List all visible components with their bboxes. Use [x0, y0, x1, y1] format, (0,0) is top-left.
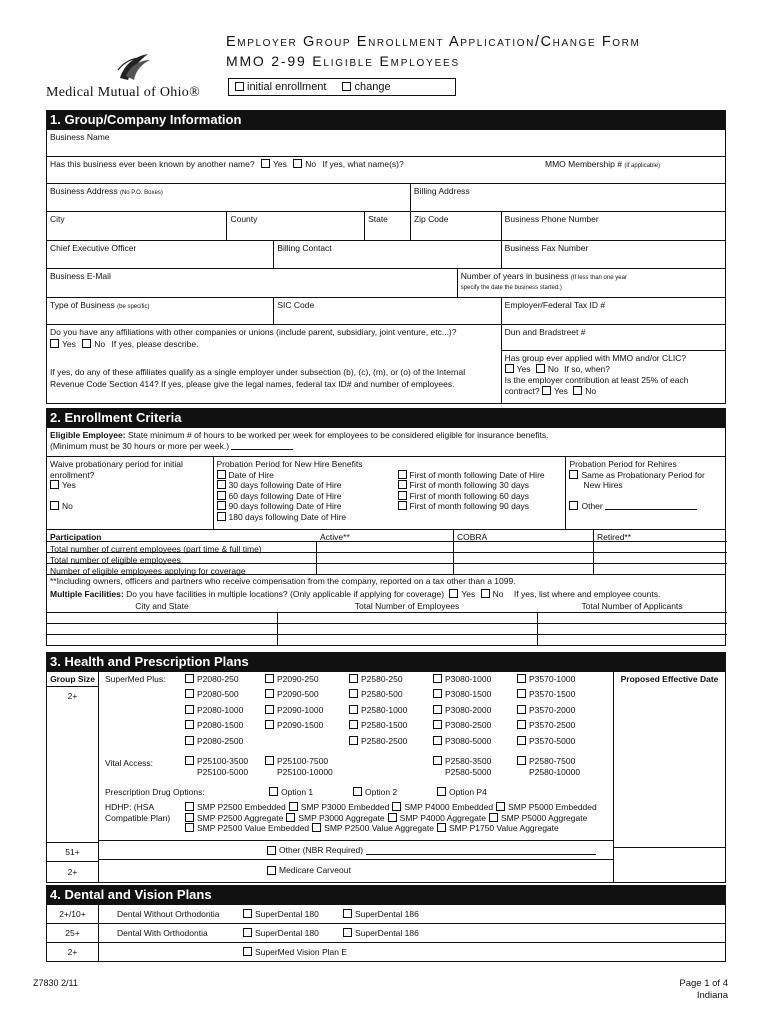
waive-probation: Waive probationary period for initial enrollment? Yes No [50, 459, 183, 511]
plan-option[interactable]: P3570-1000 [517, 674, 601, 686]
section-2-body [46, 428, 726, 646]
checkbox-icon[interactable] [437, 823, 446, 832]
checkbox-icon[interactable] [261, 159, 270, 168]
plans-column: SuperMed Plus: P2080-250 P2090-250 P2580-250 P3080-1000 P3570-1000 P2080-500 P2090-500 P2580-500 P3080-1500 P3570-1500 P2080-1000 P2090-1000 P2580-1000 P3080-2000 P3570-2000 P2080-1500 P2090-1500 P2580-1500 P3080-2500 P3570-2500 P2080-2500 P2580-2500 P3080-5000 P3570-5000 Vital Access: P25100-3500 P25100-7500 P2580-3500 P2580-7500 P25100-5000 P25100-10000 P2580-5000 P2580-10000 Prescription Drug Options: Option 1 Option 2 Option P4 HDHP: (HSA Compatible Plan) SMP P2500 Embedded SMP P3000 Embedded SMP P4000 Embedded SMP P5000 Embedded SMP P2500 Aggregate SMP P3000 Aggregate SMP P4000 Aggregate SMP P5000 Aggregate SMP P2500 Value Embedded SMP P2500 Value Aggregate SMP P1750 Value Aggregate Other (NBR Required) Medicare Carveout [99, 672, 614, 882]
checkbox-icon[interactable] [217, 512, 226, 521]
plan-option[interactable]: P2090-1000 [265, 705, 349, 717]
vital-access-option[interactable]: P2580-10000 [529, 767, 581, 777]
hdhp-row [185, 823, 600, 834]
plan-option[interactable]: P2580-2500 [349, 736, 433, 748]
hdhp-row [185, 813, 600, 824]
dun-bradstreet-field[interactable]: Dun and Bradstreet # [502, 325, 725, 351]
first-of-month-option[interactable]: First of month following 60 days [398, 491, 545, 502]
checkbox-icon[interactable] [185, 736, 194, 745]
vital-access-option[interactable]: P25100-7500 [265, 756, 349, 766]
dental-option[interactable]: SuperDental 180 [243, 928, 343, 938]
owners-note: **Including owners, officers and partners who receive compensation from the company, reported on a tax other than a 1099. [47, 574, 725, 588]
participation-count-cell[interactable] [317, 541, 453, 552]
participation-count-cell[interactable] [593, 541, 727, 552]
checkbox-icon[interactable] [481, 589, 490, 598]
plan-option[interactable]: P2080-500 [185, 689, 265, 701]
checkbox-icon[interactable] [243, 947, 252, 956]
hdhp-option[interactable]: SMP P4000 Embedded [392, 802, 493, 812]
ceo-field[interactable]: Chief Executive Officer [50, 243, 137, 253]
applied-question: Has group ever applied with MMO and/or CLIC? Yes No If so, when? Is the employer contribution at least 25% of each contract? Yes No [504, 353, 689, 396]
plan-option[interactable]: P2580-1500 [349, 720, 433, 732]
hdhp-option[interactable]: SMP P2500 Aggregate [185, 813, 283, 823]
facility-cell[interactable] [277, 634, 537, 645]
checkbox-icon[interactable] [286, 813, 295, 822]
checkbox-icon[interactable] [392, 802, 401, 811]
facility-cell[interactable] [47, 634, 277, 645]
checkbox-icon[interactable] [243, 909, 252, 918]
first-of-month-option[interactable]: First of month following 90 days [398, 501, 545, 512]
hdhp-option[interactable]: SMP P3000 Embedded [289, 802, 390, 812]
hdhp-option[interactable]: SMP P5000 Embedded [496, 802, 597, 812]
vital-access-option[interactable]: P25100-3500 [185, 756, 265, 766]
checkbox-icon[interactable] [269, 787, 278, 796]
participation-table: Participation Active** COBRA Retired** Total number of current employees (part time & full time) Total number of eligible employees Number of eligible employees applying for coverage [47, 529, 725, 574]
plan-option[interactable]: P2090-250 [265, 674, 349, 686]
checkbox-icon[interactable] [185, 813, 194, 822]
facilities-table [47, 612, 725, 645]
checkbox-icon[interactable] [433, 736, 442, 745]
dental-option[interactable]: SuperMed Vision Plan E [243, 947, 343, 957]
vital-access-option[interactable]: P25100-10000 [277, 767, 333, 777]
first-of-month-options [398, 470, 545, 512]
checkbox-icon[interactable] [293, 159, 302, 168]
checkbox-icon[interactable] [349, 689, 358, 698]
hdhp-options: HDHP: (HSA Compatible Plan) SMP P2500 Embedded SMP P3000 Embedded SMP P4000 Embedded SMP P5000 Embedded SMP P2500 Aggregate SMP P3000 Aggregate SMP P4000 Aggregate SMP P5000 Aggregate SMP P2500 Value Embedded SMP P2500 Value Aggregate SMP P1750 Value Aggregate [99, 800, 613, 840]
plan-option[interactable]: P3080-2500 [433, 720, 517, 732]
facility-cell[interactable] [277, 612, 537, 623]
dental-group-size: 2+/10+ [47, 905, 99, 923]
page-info: Page 1 of 4 Indiana [679, 978, 728, 1001]
checkbox-icon[interactable] [437, 787, 446, 796]
checkbox-icon[interactable] [185, 756, 194, 765]
new-hire-probation: Probation Period for New Hire Benefits Date of Hire 30 days following Date of Hire 60 days following Date of Hire 90 days following Date of Hire 180 days following Date of Hire First of month following Date of Hire First of month following 30 days First of month following 60 days First of month following 90 days [213, 457, 566, 529]
checkbox-icon[interactable] [289, 802, 298, 811]
medicare-option: Medicare Carveout [99, 859, 613, 880]
dental-option[interactable]: SuperDental 186 [343, 909, 419, 919]
checkbox-icon[interactable] [505, 364, 514, 373]
participation-count-cell[interactable] [317, 563, 453, 574]
new-hire-option[interactable]: 90 days following Date of Hire [217, 501, 563, 512]
hdhp-row [185, 802, 600, 813]
checkbox-icon[interactable] [349, 736, 358, 745]
phone-field[interactable]: Business Phone Number [501, 212, 725, 240]
hdhp-option[interactable]: SMP P1750 Value Aggregate [437, 823, 559, 833]
eligible-employee-row: Eligible Employee: State minimum # of hours to be worked per week for employees to be considered eligible for insurance benefits. (Minimum must be 30 hours or more per week.) [50, 430, 549, 451]
group-size-column: Group Size 2+ 51+ 2+ [47, 672, 99, 882]
sic-code-field[interactable]: SIC Code [273, 298, 500, 324]
checkbox-icon[interactable] [353, 787, 362, 796]
facility-cell[interactable] [47, 612, 277, 623]
form-id: Z7830 2/11 [33, 978, 78, 988]
plan-option[interactable]: P3570-1500 [517, 689, 601, 701]
participation-row: Number of eligible employees applying for coverage [47, 563, 725, 574]
hdhp-option[interactable]: SMP P4000 Aggregate [388, 813, 486, 823]
dental-label: Dental Without Orthodontia [117, 909, 220, 919]
dental-option[interactable]: SuperDental 180 [243, 909, 343, 919]
vital-access-option[interactable]: P25100-5000 [197, 767, 249, 777]
facilities-header: City and State Total Number of Employees Total Number of Applicants [135, 601, 683, 611]
checkbox-icon[interactable] [536, 364, 545, 373]
checkbox-icon[interactable] [343, 928, 352, 937]
tax-id-field[interactable]: Employer/Federal Tax ID # [501, 298, 725, 324]
facility-cell[interactable] [47, 623, 277, 634]
dental-row [47, 905, 725, 923]
vital-access-option[interactable]: P2580-7500 [517, 756, 601, 766]
checkbox-icon[interactable] [542, 386, 551, 395]
supermed-plus-plans [185, 674, 601, 748]
checkbox-icon[interactable] [185, 674, 194, 683]
checkbox-icon[interactable] [185, 823, 194, 832]
section-4-header: 4. Dental and Vision Plans [46, 885, 726, 905]
business-address-field[interactable]: Business Address (No P.O. Boxes) [50, 186, 163, 196]
checkbox-icon[interactable] [185, 689, 194, 698]
checkbox-icon[interactable] [265, 674, 274, 683]
checkbox-icon[interactable] [433, 689, 442, 698]
dental-row [47, 923, 725, 942]
known-as-question: Has this business ever been known by another name? Yes No If yes, what name(s)? [50, 159, 404, 169]
form-header [46, 20, 726, 104]
hdhp-option[interactable]: SMP P2500 Value Aggregate [312, 823, 434, 833]
dental-option[interactable]: SuperDental 186 [343, 928, 419, 938]
new-hire-option[interactable]: 180 days following Date of Hire [217, 512, 563, 523]
participation-count-cell[interactable] [593, 552, 727, 563]
checkbox-icon[interactable] [217, 480, 226, 489]
new-hire-option[interactable]: 30 days following Date of Hire [217, 480, 563, 491]
zip-field[interactable]: Zip Code [410, 212, 501, 240]
hdhp-option[interactable]: SMP P3000 Aggregate [286, 813, 384, 823]
city-field[interactable]: City [50, 214, 65, 224]
hdhp-option[interactable]: SMP P2500 Value Embedded [185, 823, 309, 833]
dental-group-size: 2+ [47, 943, 99, 961]
checkbox-icon[interactable] [496, 802, 505, 811]
minimum-hours-input[interactable] [231, 441, 293, 450]
change-option[interactable]: change [342, 81, 390, 93]
checkbox-icon[interactable] [243, 928, 252, 937]
plan-option[interactable]: P3080-1500 [433, 689, 517, 701]
billing-contact-field[interactable]: Billing Contact [273, 241, 500, 268]
billing-address-field[interactable]: Billing Address [410, 184, 725, 211]
vital-access-option[interactable]: P2580-5000 [445, 767, 492, 777]
checkbox-icon[interactable] [398, 480, 407, 489]
checkbox-icon[interactable] [517, 705, 526, 714]
new-hire-option[interactable]: 60 days following Date of Hire [217, 491, 563, 502]
checkbox-icon[interactable] [517, 689, 526, 698]
vital-access-option[interactable]: P2580-3500 [433, 756, 517, 766]
checkbox-icon[interactable] [265, 756, 274, 765]
participation-rows [47, 541, 725, 574]
checkbox-icon[interactable] [50, 339, 59, 348]
plan-option[interactable]: P2090-500 [265, 689, 349, 701]
checkbox-icon[interactable] [235, 82, 244, 91]
checkbox-icon[interactable] [50, 501, 59, 510]
logo-ribbon-icon [114, 50, 154, 82]
plan-option[interactable]: P3570-5000 [517, 736, 601, 748]
plan-option[interactable]: P2580-500 [349, 689, 433, 701]
checkbox-icon[interactable] [433, 756, 442, 765]
checkbox-icon[interactable] [343, 909, 352, 918]
checkbox-icon[interactable] [265, 689, 274, 698]
effective-date-column: Proposed Effective Date [614, 672, 725, 882]
effective-date-field[interactable] [614, 686, 725, 848]
checkbox-icon[interactable] [517, 756, 526, 765]
section-2-header: 2. Enrollment Criteria [46, 408, 726, 428]
form-subtitle: MMO 2-99 Eligible Employees [226, 53, 460, 69]
mmo-membership-field[interactable]: MMO Membership # (if applicable) [545, 159, 661, 169]
checkbox-icon[interactable] [449, 589, 458, 598]
logo-wordmark: Medical Mutual of Ohio® [46, 85, 201, 100]
checkbox-icon[interactable] [82, 339, 91, 348]
participation-count-cell[interactable] [453, 563, 593, 574]
vital-access-plans [185, 756, 601, 777]
section-1-body [46, 130, 726, 404]
participation-count-cell[interactable] [593, 563, 727, 574]
plan-option[interactable]: P3080-1000 [433, 674, 517, 686]
checkbox-icon[interactable] [517, 736, 526, 745]
facility-cell[interactable] [537, 634, 727, 645]
checkbox-icon[interactable] [489, 813, 498, 822]
plan-option[interactable]: P2580-1000 [349, 705, 433, 717]
rx-options: Prescription Drug Options: Option 1 Option 2 Option P4 [105, 787, 487, 797]
checkbox-icon[interactable] [265, 705, 274, 714]
checkbox-icon[interactable] [398, 501, 407, 510]
form-title: Employer Group Enrollment Application/Change Form [226, 34, 641, 50]
checkbox-icon[interactable] [398, 470, 407, 479]
checkbox-icon[interactable] [265, 720, 274, 729]
participation-row: Total number of eligible employees [47, 552, 725, 563]
checkbox-icon[interactable] [433, 705, 442, 714]
state-field[interactable]: State [364, 212, 410, 240]
checkbox-icon[interactable] [267, 866, 276, 875]
section-1-header: 1. Group/Company Information [46, 110, 726, 130]
checkbox-icon[interactable] [50, 480, 59, 489]
hdhp-option[interactable]: SMP P2500 Embedded [185, 802, 286, 812]
dental-label: Dental With Orthodontia [117, 928, 208, 938]
plan-option[interactable]: P3570-2500 [517, 720, 601, 732]
plan-option[interactable]: P2090-1500 [265, 720, 349, 732]
plan-option[interactable]: P2080-1500 [185, 720, 265, 732]
form-page [46, 20, 726, 962]
section-4-body [46, 905, 726, 962]
plan-option[interactable]: P3570-2000 [517, 705, 601, 717]
years-in-business-field[interactable]: Number of years in business (If less than one year specify the date the business started.) [457, 269, 725, 297]
other-nbr-input[interactable] [366, 846, 596, 855]
plan-option[interactable]: P2080-1000 [185, 705, 265, 717]
plan-option[interactable]: P2080-2500 [185, 736, 265, 748]
checkbox-icon[interactable] [349, 674, 358, 683]
affiliations-question: Do you have any affiliations with other companies or unions (include parent, subsidiary, joint venture, etc...)? Yes No If yes, please describe. If yes, do any of these affiliates qualify as a single employer under subsection (b), (c), (m), or (o) of the Internal Revenue Code Section 414? If yes, please give the legal names, federal tax ID# and number of employees. [50, 327, 466, 389]
fax-field[interactable]: Business Fax Number [501, 241, 725, 268]
checkbox-icon[interactable] [517, 720, 526, 729]
first-of-month-option[interactable]: First of month following Date of Hire [398, 470, 545, 481]
new-hire-option[interactable]: Date of Hire [217, 470, 563, 481]
participation-count-cell[interactable] [317, 552, 453, 563]
hdhp-option[interactable]: SMP P5000 Aggregate [489, 813, 587, 823]
checkbox-icon[interactable] [217, 470, 226, 479]
initial-enrollment-option[interactable]: initial enrollment [235, 81, 326, 93]
section-3-header: 3. Health and Prescription Plans [46, 652, 726, 672]
section-3-body [46, 672, 726, 883]
checkbox-icon[interactable] [569, 470, 578, 479]
checkbox-icon[interactable] [349, 705, 358, 714]
checkbox-icon[interactable] [349, 720, 358, 729]
checkbox-icon[interactable] [517, 674, 526, 683]
other-input[interactable] [605, 501, 697, 510]
checkbox-icon[interactable] [185, 720, 194, 729]
checkbox-icon[interactable] [388, 813, 397, 822]
checkbox-icon[interactable] [217, 491, 226, 500]
checkbox-icon[interactable] [312, 823, 321, 832]
other-nbr-option: Other (NBR Required) [99, 840, 613, 859]
dental-group-size: 25+ [47, 924, 99, 942]
checkbox-icon[interactable] [569, 501, 578, 510]
business-type-field[interactable]: Type of Business (be specific) [50, 300, 150, 310]
county-field[interactable]: County [226, 212, 364, 240]
dental-row [47, 942, 725, 961]
facility-cell[interactable] [537, 623, 727, 634]
checkbox-icon[interactable] [217, 501, 226, 510]
checkbox-icon[interactable] [267, 846, 276, 855]
affiliations-right [501, 325, 725, 403]
checkbox-icon[interactable] [433, 720, 442, 729]
checkbox-icon[interactable] [398, 491, 407, 500]
participation-row: Total number of current employees (part time & full time) [47, 541, 725, 552]
multiple-facilities-row: Multiple Facilities: Do you have facilities in multiple locations? (Only applicable if applying for coverage) Yes No If yes, list where and employee counts. [50, 589, 661, 599]
email-field[interactable]: Business E-Mail [50, 271, 111, 281]
plan-option[interactable]: P3080-2000 [433, 705, 517, 717]
checkbox-icon[interactable] [185, 705, 194, 714]
plan-option[interactable]: P3080-5000 [433, 736, 517, 748]
plan-option[interactable]: P2080-250 [185, 674, 265, 686]
participation-count-cell[interactable] [453, 541, 593, 552]
checkbox-icon[interactable] [342, 82, 351, 91]
checkbox-icon[interactable] [573, 386, 582, 395]
checkbox-icon[interactable] [433, 674, 442, 683]
participation-count-cell[interactable] [453, 552, 593, 563]
rehire-probation: Probation Period for Rehires Same as Probationary Period for New Hires Other [565, 457, 725, 529]
facility-cell[interactable] [537, 612, 727, 623]
enrollment-type-options [228, 78, 456, 96]
first-of-month-option[interactable]: First of month following 30 days [398, 480, 545, 491]
business-name-field[interactable]: Business Name [50, 132, 110, 142]
checkbox-icon[interactable] [185, 802, 194, 811]
plan-option[interactable]: P2580-250 [349, 674, 433, 686]
facility-cell[interactable] [277, 623, 537, 634]
